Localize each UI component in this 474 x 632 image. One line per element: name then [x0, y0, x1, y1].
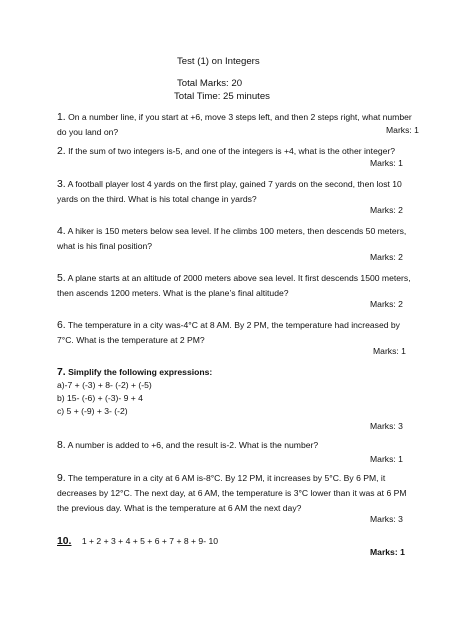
question-number: 5. — [57, 273, 66, 284]
question-text: A number is added to +6, and the result is-2. What is the number? — [67, 440, 319, 450]
question-text: Simplify the following expressions: — [68, 367, 213, 377]
marks-label: Marks: 1 — [370, 158, 403, 168]
question-4 — [57, 224, 419, 254]
question-number: 3. — [57, 179, 66, 190]
question-2 — [57, 144, 419, 159]
question-9 — [57, 471, 419, 516]
expression-b: b) 15- (-6) + (-3)- 9 + 4 — [57, 393, 143, 403]
question-10 — [57, 534, 419, 549]
marks-label: Marks: 3 — [370, 514, 403, 524]
question-text: A hiker is 150 meters below sea level. If he climbs 100 meters, then descends 50 meters, what is his final position? — [57, 226, 407, 251]
marks-label: Marks: 3 — [370, 421, 403, 431]
question-5 — [57, 271, 419, 301]
question-1 — [57, 110, 419, 140]
marks-label: Marks: 2 — [370, 252, 403, 262]
expression-a: a)-7 + (-3) + 8- (-2) + (-5) — [57, 380, 152, 390]
question-number: 10. — [57, 536, 72, 547]
question-text: The temperature in a city at 6 AM is-8°C. By 12 PM, it increases by 5°C. By 6 PM, it decreases by 12°C. The next day, at 6 AM, the temperature is 3°C lower than it was at 6 PM the previous day. What is the temperature at 6 AM the next day? — [57, 473, 407, 513]
marks-label: Marks: 1 — [370, 454, 403, 464]
question-text: 1 + 2 + 3 + 4 + 5 + 6 + 7 + 8 + 9- 10 — [81, 536, 219, 546]
question-number: 4. — [57, 226, 66, 237]
marks-label: Marks: 1 — [373, 346, 406, 356]
question-number: 9. — [57, 473, 66, 484]
question-number: 8. — [57, 440, 66, 451]
question-3 — [57, 177, 419, 207]
question-number: 2. — [57, 146, 66, 157]
marks-label: Marks: 1 — [386, 125, 419, 135]
question-6 — [57, 318, 419, 348]
marks-label: Marks: 2 — [370, 299, 403, 309]
question-text: The temperature in a city was-4°C at 8 AM. By 2 PM, the temperature had increased by 7°C. What is the temperature at 2 PM? — [57, 320, 400, 345]
total-time: Total Time: 25 minutes — [174, 91, 270, 102]
marks-label: Marks: 2 — [370, 205, 403, 215]
marks-label: Marks: 1 — [370, 547, 405, 557]
page-title: Test (1) on Integers — [177, 56, 260, 67]
question-text: On a number line, if you start at +6, move 3 steps left, and then 2 steps right, what number do you land on? — [57, 112, 412, 137]
question-8 — [57, 438, 419, 453]
question-number: 1. — [57, 112, 66, 123]
expression-c: c) 5 + (-9) + 3- (-2) — [57, 406, 128, 416]
question-number: 7. — [57, 367, 66, 378]
question-text: A football player lost 4 yards on the first play, gained 7 yards on the second, then lost 10 yards on the third. What is his total change in yards? — [57, 179, 402, 204]
total-marks: Total Marks: 20 — [177, 78, 243, 89]
question-text: If the sum of two integers is-5, and one of the integers is +4, what is the other integer? — [68, 146, 396, 156]
question-text: A plane starts at an altitude of 2000 meters above sea level. It first descends 1500 meters, then ascends 1200 meters. What is the plane’s final altitude? — [57, 273, 411, 298]
question-number: 6. — [57, 320, 66, 331]
